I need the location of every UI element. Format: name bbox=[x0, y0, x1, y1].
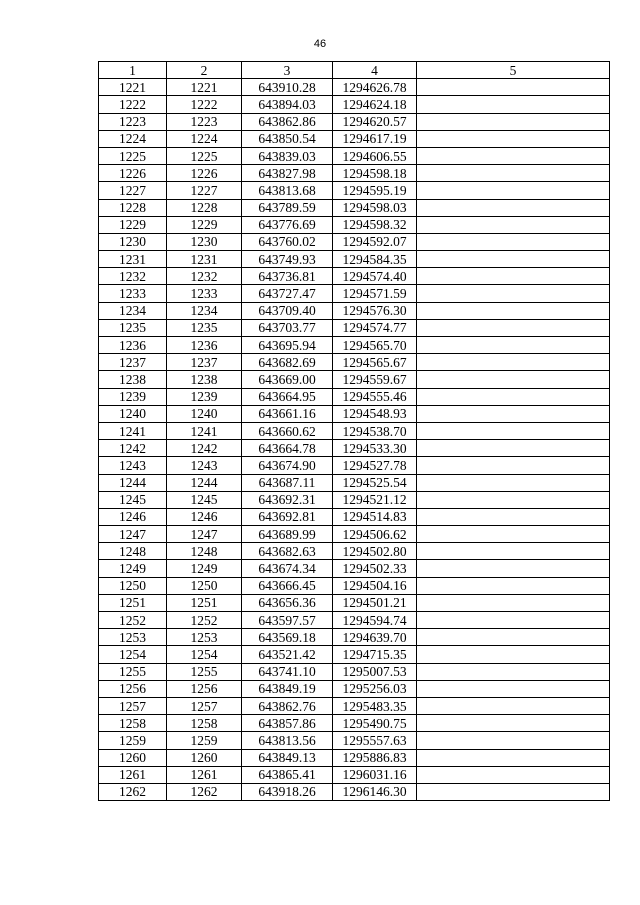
table-cell: 1258 bbox=[99, 715, 167, 732]
table-row bbox=[99, 422, 610, 439]
table-row bbox=[99, 594, 610, 611]
table-cell: 1252 bbox=[99, 612, 167, 629]
table-cell bbox=[417, 697, 610, 714]
table-cell: 1294565.70 bbox=[333, 337, 417, 354]
table-cell: 1236 bbox=[167, 337, 242, 354]
table-body bbox=[99, 79, 610, 801]
table-cell: 1262 bbox=[167, 783, 242, 800]
table-cell: 1227 bbox=[99, 182, 167, 199]
table-cell: 1244 bbox=[99, 474, 167, 491]
table-row bbox=[99, 508, 610, 525]
table-cell: 1221 bbox=[99, 79, 167, 96]
table-row bbox=[99, 543, 610, 560]
table-cell bbox=[417, 474, 610, 491]
table-row bbox=[99, 285, 610, 302]
table-cell bbox=[417, 526, 610, 543]
table-cell: 1222 bbox=[99, 96, 167, 113]
table-cell bbox=[417, 79, 610, 96]
table-cell: 643918.26 bbox=[242, 783, 333, 800]
table-cell: 643827.98 bbox=[242, 165, 333, 182]
table-cell: 1260 bbox=[167, 749, 242, 766]
table-cell bbox=[417, 629, 610, 646]
table-cell: 1294571.59 bbox=[333, 285, 417, 302]
table-cell: 1294598.32 bbox=[333, 216, 417, 233]
table-cell: 1251 bbox=[167, 594, 242, 611]
table-cell: 643760.02 bbox=[242, 233, 333, 250]
table-cell bbox=[417, 233, 610, 250]
table-cell: 1294504.16 bbox=[333, 577, 417, 594]
table-row bbox=[99, 354, 610, 371]
table-cell bbox=[417, 216, 610, 233]
table-cell: 1239 bbox=[99, 388, 167, 405]
table-cell: 1251 bbox=[99, 594, 167, 611]
table-row bbox=[99, 749, 610, 766]
table-row bbox=[99, 147, 610, 164]
table-cell: 643789.59 bbox=[242, 199, 333, 216]
table-cell: 1295256.03 bbox=[333, 680, 417, 697]
table-row bbox=[99, 268, 610, 285]
table-cell: 1242 bbox=[167, 440, 242, 457]
table-cell: 643849.19 bbox=[242, 680, 333, 697]
table-cell bbox=[417, 491, 610, 508]
table-row bbox=[99, 629, 610, 646]
table-cell: 1235 bbox=[99, 319, 167, 336]
table-row bbox=[99, 216, 610, 233]
table-cell: 643703.77 bbox=[242, 319, 333, 336]
table-cell: 643727.47 bbox=[242, 285, 333, 302]
table-cell bbox=[417, 594, 610, 611]
table-cell: 1238 bbox=[99, 371, 167, 388]
table-cell bbox=[417, 732, 610, 749]
table-cell: 643674.34 bbox=[242, 560, 333, 577]
table-cell: 1294626.78 bbox=[333, 79, 417, 96]
table-row bbox=[99, 302, 610, 319]
table-cell: 1294527.78 bbox=[333, 457, 417, 474]
table-row bbox=[99, 577, 610, 594]
table-row bbox=[99, 251, 610, 268]
table-cell: 1294533.30 bbox=[333, 440, 417, 457]
page-number: 46 bbox=[313, 38, 327, 50]
table-cell: 643850.54 bbox=[242, 130, 333, 147]
table-cell: 1294606.55 bbox=[333, 147, 417, 164]
table-cell: 1294502.33 bbox=[333, 560, 417, 577]
table-cell bbox=[417, 130, 610, 147]
table-cell bbox=[417, 337, 610, 354]
table-cell: 643776.69 bbox=[242, 216, 333, 233]
table-cell: 643695.94 bbox=[242, 337, 333, 354]
column-header: 1 bbox=[99, 62, 167, 79]
table-cell: 1237 bbox=[167, 354, 242, 371]
table-row bbox=[99, 612, 610, 629]
table-cell: 1295490.75 bbox=[333, 715, 417, 732]
table-row bbox=[99, 440, 610, 457]
table-cell: 1294639.70 bbox=[333, 629, 417, 646]
table-cell: 1294592.07 bbox=[333, 233, 417, 250]
table-cell: 1294620.57 bbox=[333, 113, 417, 130]
table-cell bbox=[417, 302, 610, 319]
table-cell: 1295557.63 bbox=[333, 732, 417, 749]
table-cell: 643862.86 bbox=[242, 113, 333, 130]
column-header: 2 bbox=[167, 62, 242, 79]
table-row bbox=[99, 388, 610, 405]
table-cell: 1231 bbox=[99, 251, 167, 268]
table-cell: 1294624.18 bbox=[333, 96, 417, 113]
table-cell bbox=[417, 96, 610, 113]
table-cell: 643689.99 bbox=[242, 526, 333, 543]
table-cell bbox=[417, 182, 610, 199]
table-cell: 643736.81 bbox=[242, 268, 333, 285]
table-row bbox=[99, 165, 610, 182]
table-cell: 643682.69 bbox=[242, 354, 333, 371]
table-cell: 1259 bbox=[167, 732, 242, 749]
table-cell: 1294548.93 bbox=[333, 405, 417, 422]
table-cell: 643661.16 bbox=[242, 405, 333, 422]
table-cell: 1294555.46 bbox=[333, 388, 417, 405]
table-cell: 1241 bbox=[167, 422, 242, 439]
table-cell: 1256 bbox=[167, 680, 242, 697]
table-cell bbox=[417, 113, 610, 130]
table-cell: 1294525.54 bbox=[333, 474, 417, 491]
table-row bbox=[99, 732, 610, 749]
table-cell: 1240 bbox=[99, 405, 167, 422]
table-cell: 1224 bbox=[99, 130, 167, 147]
table-cell: 643660.62 bbox=[242, 422, 333, 439]
table-cell: 1294574.77 bbox=[333, 319, 417, 336]
table-row bbox=[99, 405, 610, 422]
table-cell: 1259 bbox=[99, 732, 167, 749]
table-cell: 1230 bbox=[99, 233, 167, 250]
table-cell bbox=[417, 577, 610, 594]
table-row bbox=[99, 697, 610, 714]
table-cell: 1256 bbox=[99, 680, 167, 697]
table-cell: 1294538.70 bbox=[333, 422, 417, 439]
table-cell bbox=[417, 388, 610, 405]
table-cell: 1296031.16 bbox=[333, 766, 417, 783]
table-cell: 1248 bbox=[99, 543, 167, 560]
table-cell: 1294501.21 bbox=[333, 594, 417, 611]
table-cell: 1296146.30 bbox=[333, 783, 417, 800]
table-row bbox=[99, 199, 610, 216]
table-row bbox=[99, 663, 610, 680]
table-cell bbox=[417, 508, 610, 525]
table-cell: 1243 bbox=[99, 457, 167, 474]
table-cell: 643849.13 bbox=[242, 749, 333, 766]
table-row bbox=[99, 646, 610, 663]
table-cell: 1294574.40 bbox=[333, 268, 417, 285]
table-row bbox=[99, 457, 610, 474]
table-row bbox=[99, 319, 610, 336]
table-row bbox=[99, 491, 610, 508]
table-cell: 1254 bbox=[99, 646, 167, 663]
table-cell: 1260 bbox=[99, 749, 167, 766]
table-cell: 1294565.67 bbox=[333, 354, 417, 371]
table-row bbox=[99, 182, 610, 199]
table-cell: 1233 bbox=[167, 285, 242, 302]
table-cell: 1247 bbox=[99, 526, 167, 543]
table-cell: 1262 bbox=[99, 783, 167, 800]
table-cell: 1222 bbox=[167, 96, 242, 113]
table-cell: 1223 bbox=[167, 113, 242, 130]
table-cell bbox=[417, 749, 610, 766]
table-cell: 1261 bbox=[99, 766, 167, 783]
table-cell: 1253 bbox=[99, 629, 167, 646]
table-cell bbox=[417, 560, 610, 577]
table-cell bbox=[417, 543, 610, 560]
table-cell: 1250 bbox=[167, 577, 242, 594]
table-cell: 1226 bbox=[167, 165, 242, 182]
table-cell: 1252 bbox=[167, 612, 242, 629]
table-cell: 1249 bbox=[167, 560, 242, 577]
table-cell: 1227 bbox=[167, 182, 242, 199]
table-cell: 1247 bbox=[167, 526, 242, 543]
table-cell: 1294514.83 bbox=[333, 508, 417, 525]
table-cell: 1255 bbox=[99, 663, 167, 680]
table-cell bbox=[417, 165, 610, 182]
table-cell: 643656.36 bbox=[242, 594, 333, 611]
table-cell: 1224 bbox=[167, 130, 242, 147]
table-cell: 1240 bbox=[167, 405, 242, 422]
table-cell: 1241 bbox=[99, 422, 167, 439]
table-cell: 643664.78 bbox=[242, 440, 333, 457]
table-row bbox=[99, 79, 610, 96]
table-cell: 1223 bbox=[99, 113, 167, 130]
table-cell: 1229 bbox=[167, 216, 242, 233]
table-cell: 1233 bbox=[99, 285, 167, 302]
table-cell bbox=[417, 354, 610, 371]
table-cell: 1294598.18 bbox=[333, 165, 417, 182]
table-cell: 1261 bbox=[167, 766, 242, 783]
table-cell bbox=[417, 663, 610, 680]
column-header: 4 bbox=[333, 62, 417, 79]
table-row bbox=[99, 766, 610, 783]
column-header: 5 bbox=[417, 62, 610, 79]
table-cell: 1294584.35 bbox=[333, 251, 417, 268]
table-cell: 1234 bbox=[167, 302, 242, 319]
table-cell: 643865.41 bbox=[242, 766, 333, 783]
table-cell: 1294617.19 bbox=[333, 130, 417, 147]
table-cell: 1250 bbox=[99, 577, 167, 594]
table-cell: 1257 bbox=[167, 697, 242, 714]
table-cell: 643664.95 bbox=[242, 388, 333, 405]
table-cell: 1294595.19 bbox=[333, 182, 417, 199]
table-cell bbox=[417, 680, 610, 697]
table-cell: 1236 bbox=[99, 337, 167, 354]
table-cell: 1294559.67 bbox=[333, 371, 417, 388]
table-row bbox=[99, 337, 610, 354]
table-cell: 1294576.30 bbox=[333, 302, 417, 319]
table-cell: 1225 bbox=[167, 147, 242, 164]
table-cell: 1221 bbox=[167, 79, 242, 96]
table-cell: 643741.10 bbox=[242, 663, 333, 680]
table-cell: 1249 bbox=[99, 560, 167, 577]
table-row bbox=[99, 96, 610, 113]
table-cell: 1229 bbox=[99, 216, 167, 233]
table-cell: 643666.45 bbox=[242, 577, 333, 594]
table-cell: 1245 bbox=[99, 491, 167, 508]
table-cell: 1242 bbox=[99, 440, 167, 457]
table-row bbox=[99, 113, 610, 130]
table-cell: 643709.40 bbox=[242, 302, 333, 319]
table-cell bbox=[417, 251, 610, 268]
table-cell: 1294715.35 bbox=[333, 646, 417, 663]
table-row bbox=[99, 680, 610, 697]
table-cell: 1238 bbox=[167, 371, 242, 388]
table-row bbox=[99, 474, 610, 491]
table-cell: 1295007.53 bbox=[333, 663, 417, 680]
table-cell: 1228 bbox=[167, 199, 242, 216]
table-cell bbox=[417, 646, 610, 663]
table-cell: 643692.81 bbox=[242, 508, 333, 525]
table-cell: 1295483.35 bbox=[333, 697, 417, 714]
table-cell bbox=[417, 440, 610, 457]
table-cell: 643857.86 bbox=[242, 715, 333, 732]
table-cell: 643682.63 bbox=[242, 543, 333, 560]
table-cell bbox=[417, 612, 610, 629]
table-cell: 1253 bbox=[167, 629, 242, 646]
table-cell: 643862.76 bbox=[242, 697, 333, 714]
table-cell: 643521.42 bbox=[242, 646, 333, 663]
table-cell: 1258 bbox=[167, 715, 242, 732]
table-cell: 643910.28 bbox=[242, 79, 333, 96]
table-cell: 643813.68 bbox=[242, 182, 333, 199]
table-cell: 1232 bbox=[167, 268, 242, 285]
table-cell: 1237 bbox=[99, 354, 167, 371]
table-cell: 1295886.83 bbox=[333, 749, 417, 766]
table-cell: 1246 bbox=[167, 508, 242, 525]
table-cell: 1243 bbox=[167, 457, 242, 474]
table-cell bbox=[417, 422, 610, 439]
table-cell: 1246 bbox=[99, 508, 167, 525]
table-cell bbox=[417, 319, 610, 336]
table-row bbox=[99, 233, 610, 250]
table-cell bbox=[417, 285, 610, 302]
table-cell: 643669.00 bbox=[242, 371, 333, 388]
table-cell: 643687.11 bbox=[242, 474, 333, 491]
table-cell: 1254 bbox=[167, 646, 242, 663]
table-cell: 1231 bbox=[167, 251, 242, 268]
table-cell: 1230 bbox=[167, 233, 242, 250]
table-cell: 1294598.03 bbox=[333, 199, 417, 216]
table-cell: 1294506.62 bbox=[333, 526, 417, 543]
table-cell: 1244 bbox=[167, 474, 242, 491]
table-row bbox=[99, 371, 610, 388]
table-cell: 643674.90 bbox=[242, 457, 333, 474]
table-cell bbox=[417, 457, 610, 474]
table-cell: 1234 bbox=[99, 302, 167, 319]
table-row bbox=[99, 130, 610, 147]
table-row bbox=[99, 560, 610, 577]
table-cell: 1226 bbox=[99, 165, 167, 182]
table-cell: 1257 bbox=[99, 697, 167, 714]
table-cell: 643813.56 bbox=[242, 732, 333, 749]
table-cell: 1294594.74 bbox=[333, 612, 417, 629]
table-cell: 643749.93 bbox=[242, 251, 333, 268]
table-cell: 1294521.12 bbox=[333, 491, 417, 508]
column-header: 3 bbox=[242, 62, 333, 79]
table-row bbox=[99, 783, 610, 800]
table-cell bbox=[417, 715, 610, 732]
table-cell: 1255 bbox=[167, 663, 242, 680]
table-cell bbox=[417, 268, 610, 285]
table-cell: 1232 bbox=[99, 268, 167, 285]
coordinates-table bbox=[98, 61, 610, 801]
table-cell: 1245 bbox=[167, 491, 242, 508]
table-cell bbox=[417, 405, 610, 422]
table-cell: 1239 bbox=[167, 388, 242, 405]
table-cell bbox=[417, 147, 610, 164]
table-cell: 643692.31 bbox=[242, 491, 333, 508]
table-cell: 1235 bbox=[167, 319, 242, 336]
table-cell bbox=[417, 199, 610, 216]
table-cell bbox=[417, 766, 610, 783]
table-cell: 643569.18 bbox=[242, 629, 333, 646]
table-cell bbox=[417, 783, 610, 800]
table-cell: 1228 bbox=[99, 199, 167, 216]
table-header-row bbox=[99, 62, 610, 79]
table-cell: 643597.57 bbox=[242, 612, 333, 629]
table-cell: 1294502.80 bbox=[333, 543, 417, 560]
table-cell: 643839.03 bbox=[242, 147, 333, 164]
table-cell bbox=[417, 371, 610, 388]
table-cell: 1225 bbox=[99, 147, 167, 164]
table-row bbox=[99, 715, 610, 732]
table-row bbox=[99, 526, 610, 543]
table-cell: 1248 bbox=[167, 543, 242, 560]
table-cell: 643894.03 bbox=[242, 96, 333, 113]
